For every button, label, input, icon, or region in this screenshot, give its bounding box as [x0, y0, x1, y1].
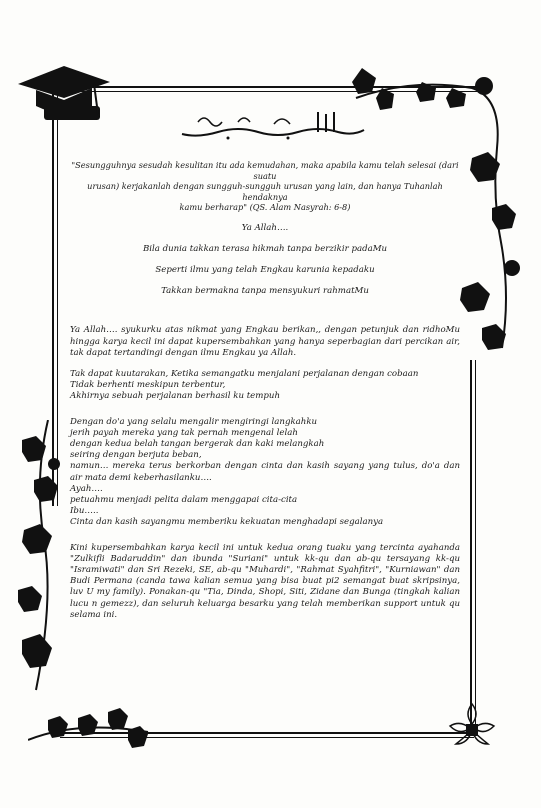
paragraph-parents-line: Ibu…..	[70, 506, 99, 517]
frame-right-border	[470, 360, 476, 734]
grapevine-ornament-bottom	[28, 700, 158, 760]
paragraph-journey-line: Tidak berhenti meskipun terbentur,	[70, 380, 226, 391]
prayer-line: Bila dunia takkan terasa hikmah tanpa berzikir padaMu	[142, 243, 388, 254]
prayer-line: Ya Allah….	[241, 222, 289, 233]
calligraphy-bismillah	[178, 108, 368, 140]
paragraph-parents-sacrifice: namun… mereka terus berkorban dengan cinta dan kasih sayang yang tulus, do'a dan air mata demi keberhasilanku….	[70, 461, 460, 483]
prayer-line: Takkan bermakna tanpa mensyukuri rahmatMu	[161, 286, 369, 297]
paragraph-gratitude: Ya Allah…. syukurku atas nikmat yang Engkau berikan,, dengan petunjuk dan ridhoMu hingga karya kecil ini dapat kupersembahkan yang hanya seperbagian dari percikan air, tak dapat tertandingi dengan ilmu Engkau ya Allah.	[70, 325, 460, 358]
paragraph-parents-line: Ayah….	[70, 483, 103, 494]
quote-line-1: "Sesungguhnya sesudah kesulitan itu ada kemudahan, maka apabila kamu telah selesai (dari suatu	[71, 160, 459, 181]
quote-line-2: urusan) kerjakanlah dengan sungguh-sungguh urusan yang lain, dan hanya Tuhanlah hendaknya	[87, 181, 443, 202]
grapevine-ornament-left	[14, 420, 64, 700]
paragraph-dedication-family: Kini kupersembahkan karya kecil ini untuk kedua orang tuaku yang tercinta ayahanda "Zulkifli Badaruddin" dan ibunda "Suriani" untuk kk-qu dan ab-qu tersayang kk-qu "Isramiwati" dan Sri Rezeki, SE, ab-qu "Muhardi", "Rahmat Syahfitri", "Kurniawan" dan Budi Permana (canda tawa kalian semua yang bisa buat pi2 semangat buat skripsinya, luv U my family). Ponakan-qu "Tia, Dinda, Shopi, Siti, Zidane dan Bunga (tingkah kalian lucu n gemezz), dan seluruh keluarga besarku yang telah memberikan support untuk qu selama ini.	[70, 542, 460, 620]
paragraph-parents-line: jerih payah mereka yang tak pernah mengenal lelah	[70, 427, 298, 438]
paragraph-parents-line: seiring dengan berjuta beban,	[70, 450, 202, 461]
graduation-cap-icon	[14, 62, 114, 130]
university-emblem	[444, 700, 500, 756]
paragraph-journey-line: Tak dapat kuutarakan, Ketika semangatku menjalani perjalanan dengan cobaan	[70, 368, 419, 379]
paragraph-parents-line: Cinta dan kasih sayangmu memberiku kekuatan menghadapi segalanya	[70, 517, 384, 528]
prayer-line: Seperti ilmu yang telah Engkau karunia kepadaku	[155, 264, 375, 275]
paragraph-parents-line: dengan kedua belah tangan bergerak dan kaki melangkah	[70, 438, 325, 449]
paragraph-parents-line: Dengan do'a yang selalu mengalir mengiringi langkahku	[70, 416, 318, 427]
dedication-text	[70, 160, 460, 621]
quote-line-3: kamu berharap" (QS. Alam Nasyrah: 6-8)	[179, 202, 351, 212]
paragraph-parents-line: petuahmu menjadi pelita dalam menggapai cita-cita	[70, 494, 298, 505]
paragraph-journey-line: Akhirnya sebuah perjalanan berhasil ku tempuh	[70, 391, 280, 402]
